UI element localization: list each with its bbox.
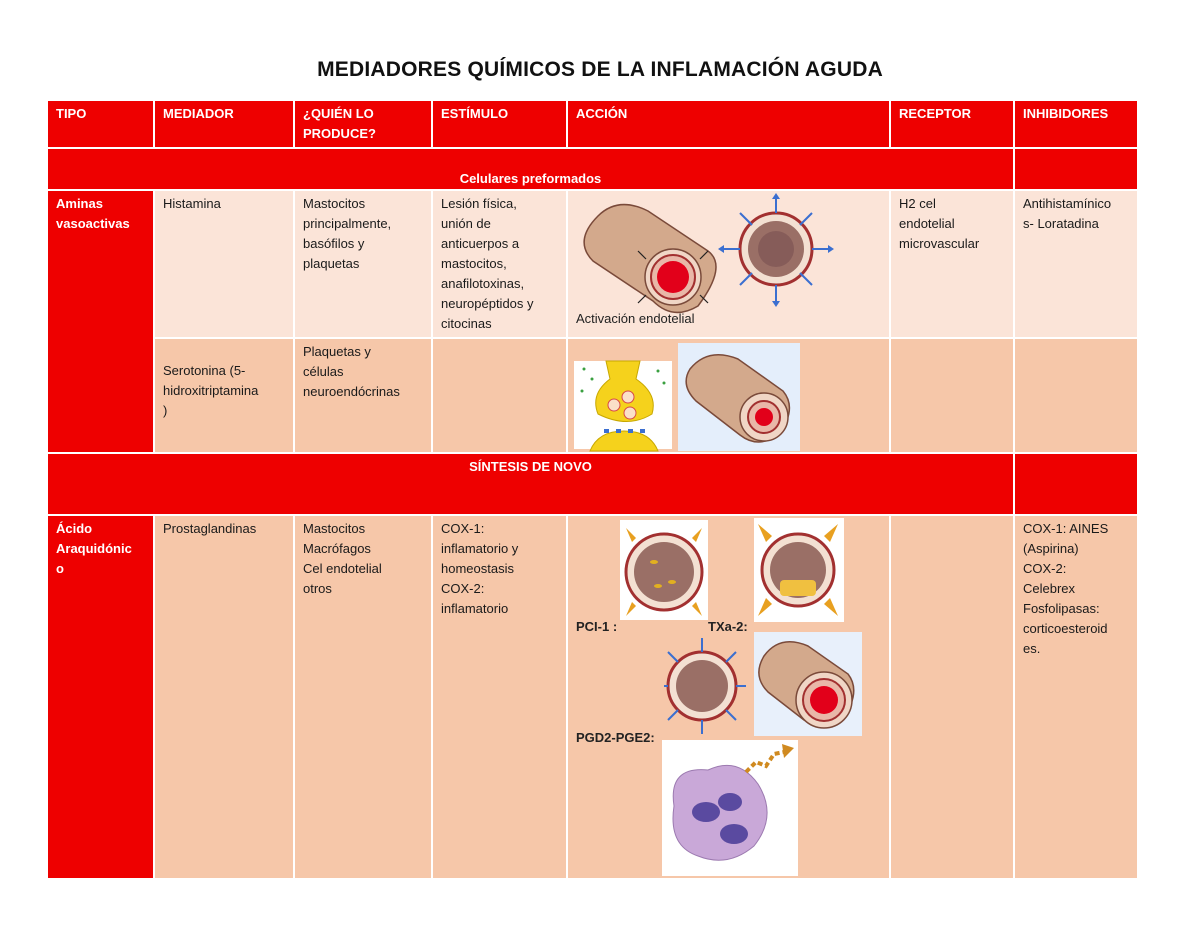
section-novo — [47, 453, 1138, 515]
text-line: Celebrex — [1023, 581, 1076, 596]
text-line: Fosfolipasas: — [1023, 601, 1100, 616]
text-line: Mastocitos — [303, 521, 366, 536]
header-receptor: RECEPTOR — [890, 100, 1014, 148]
mediador-histamina: Histamina — [154, 190, 294, 338]
text-line: corticoesteroid — [1023, 621, 1108, 636]
text-line: Macrófagos — [303, 541, 371, 556]
text-line: otros — [303, 581, 332, 596]
vessel-pgd-icon — [664, 638, 746, 734]
text-line: anafilotoxinas, — [441, 276, 525, 291]
section-preformados — [47, 148, 1138, 190]
text-line: Plaquetas y — [303, 344, 371, 359]
table-row — [47, 515, 1138, 879]
produce-prostaglandinas — [294, 515, 432, 879]
text-line: basófilos y — [303, 236, 365, 251]
section-cell-empty — [1014, 148, 1138, 190]
mediador-serotonina — [154, 338, 294, 453]
tipo-araq-line3: o — [56, 561, 64, 576]
text-line: Mastocitos — [303, 196, 366, 211]
table-row — [47, 190, 1138, 338]
vessel-tube-icon — [584, 205, 716, 313]
header-tipo: TIPO — [47, 100, 154, 148]
tipo-araq-line1: Ácido — [56, 521, 93, 536]
text-line: citocinas — [441, 316, 492, 331]
text-line: homeostasis — [441, 561, 514, 576]
estimulo-histamina — [432, 190, 567, 338]
section-title-novo: SÍNTESIS DE NOVO — [47, 453, 1014, 515]
text-line: microvascular — [899, 236, 980, 251]
prostaglandin-illustration — [568, 516, 891, 878]
text-line: Serotonina (5- — [163, 363, 246, 378]
text-line: neuroendócrinas — [303, 384, 400, 399]
tipo-aminas-line2: vasoactivas — [56, 216, 130, 231]
text-line: inflamatorio — [441, 601, 509, 616]
accion-prostaglandinas — [567, 515, 890, 879]
text-line: neuropéptidos y — [441, 296, 534, 311]
section-cell-empty — [1014, 453, 1138, 515]
tipo-araquidonico — [47, 515, 154, 879]
accion-label-pgd: PGD2-PGE2: — [576, 730, 655, 745]
vessel-pci-icon — [620, 520, 708, 620]
text-line: ) — [163, 403, 168, 418]
synapse-icon — [574, 361, 672, 451]
tipo-araq-line2: Araquidónic — [56, 541, 132, 556]
estimulo-serotonina — [432, 338, 567, 453]
text-line: inflamatorio y — [441, 541, 519, 556]
accion-serotonina — [567, 338, 890, 453]
text-line: hidroxitriptamina — [163, 383, 259, 398]
header-quien — [294, 100, 432, 148]
produce-histamina — [294, 190, 432, 338]
text-line: COX-1: — [441, 521, 485, 536]
header-inhibidores: INHIBIDORES — [1014, 100, 1138, 148]
text-line: mastocitos, — [441, 256, 507, 271]
text-line: es. — [1023, 641, 1041, 656]
produce-serotonina — [294, 338, 432, 453]
header-row — [47, 100, 1138, 148]
tipo-aminas — [47, 190, 154, 453]
inhibidores-prostaglandinas — [1014, 515, 1138, 879]
receptor-histamina — [890, 190, 1014, 338]
text-line: unión de — [441, 216, 491, 231]
inhibidores-serotonina — [1014, 338, 1138, 453]
estimulo-prostaglandinas — [432, 515, 567, 879]
mediators-table — [46, 99, 1139, 880]
header-estimulo: ESTÍMULO — [432, 100, 567, 148]
accion-histamina — [567, 190, 890, 338]
header-mediador: MEDIADOR — [154, 100, 294, 148]
vessel-txa-icon — [754, 518, 844, 622]
tipo-aminas-line1: Aminas — [56, 196, 103, 211]
text-line: Antihistamínico — [1023, 196, 1112, 211]
section-title-preformados: Celulares preformados — [47, 148, 1014, 190]
receptor-serotonina — [890, 338, 1014, 453]
mediador-prostaglandinas: Prostaglandinas — [154, 515, 294, 879]
serotonin-illustration — [568, 339, 891, 452]
text-line: principalmente, — [303, 216, 392, 231]
text-line: Cel endotelial — [303, 561, 382, 576]
vessel-leak-icon — [718, 193, 834, 307]
header-quien-line1: ¿QUIÉN LO — [303, 106, 374, 121]
accion-label-pci: PCI-1 : — [576, 619, 618, 634]
page-title: MEDIADORES QUÍMICOS DE LA INFLAMACIÓN AGUDA — [317, 58, 883, 81]
vessel-constriction-icon — [678, 343, 800, 451]
receptor-prostaglandinas — [890, 515, 1014, 879]
neutrophil-icon — [662, 740, 798, 876]
text-line: células — [303, 364, 344, 379]
table-row — [47, 338, 1138, 453]
text-line: plaquetas — [303, 256, 360, 271]
text-line: (Aspirina) — [1023, 541, 1079, 556]
text-line: H2 cel — [899, 196, 936, 211]
text-line: s- Loratadina — [1023, 216, 1099, 231]
text-line: COX-2: — [441, 581, 485, 596]
header-accion: ACCIÓN — [567, 100, 890, 148]
accion-label-txa: TXa-2: — [708, 619, 748, 634]
text-line: Lesión física, — [441, 196, 517, 211]
vessel-dilation-icon — [754, 632, 862, 736]
text-line: endotelial — [899, 216, 955, 231]
inhibidores-histamina — [1014, 190, 1138, 338]
header-quien-line2: PRODUCE? — [303, 126, 376, 141]
text-line: anticuerpos a — [441, 236, 520, 251]
text-line: COX-1: AINES — [1023, 521, 1109, 536]
text-line: COX-2: — [1023, 561, 1067, 576]
accion-label-activacion: Activación endotelial — [576, 311, 695, 326]
